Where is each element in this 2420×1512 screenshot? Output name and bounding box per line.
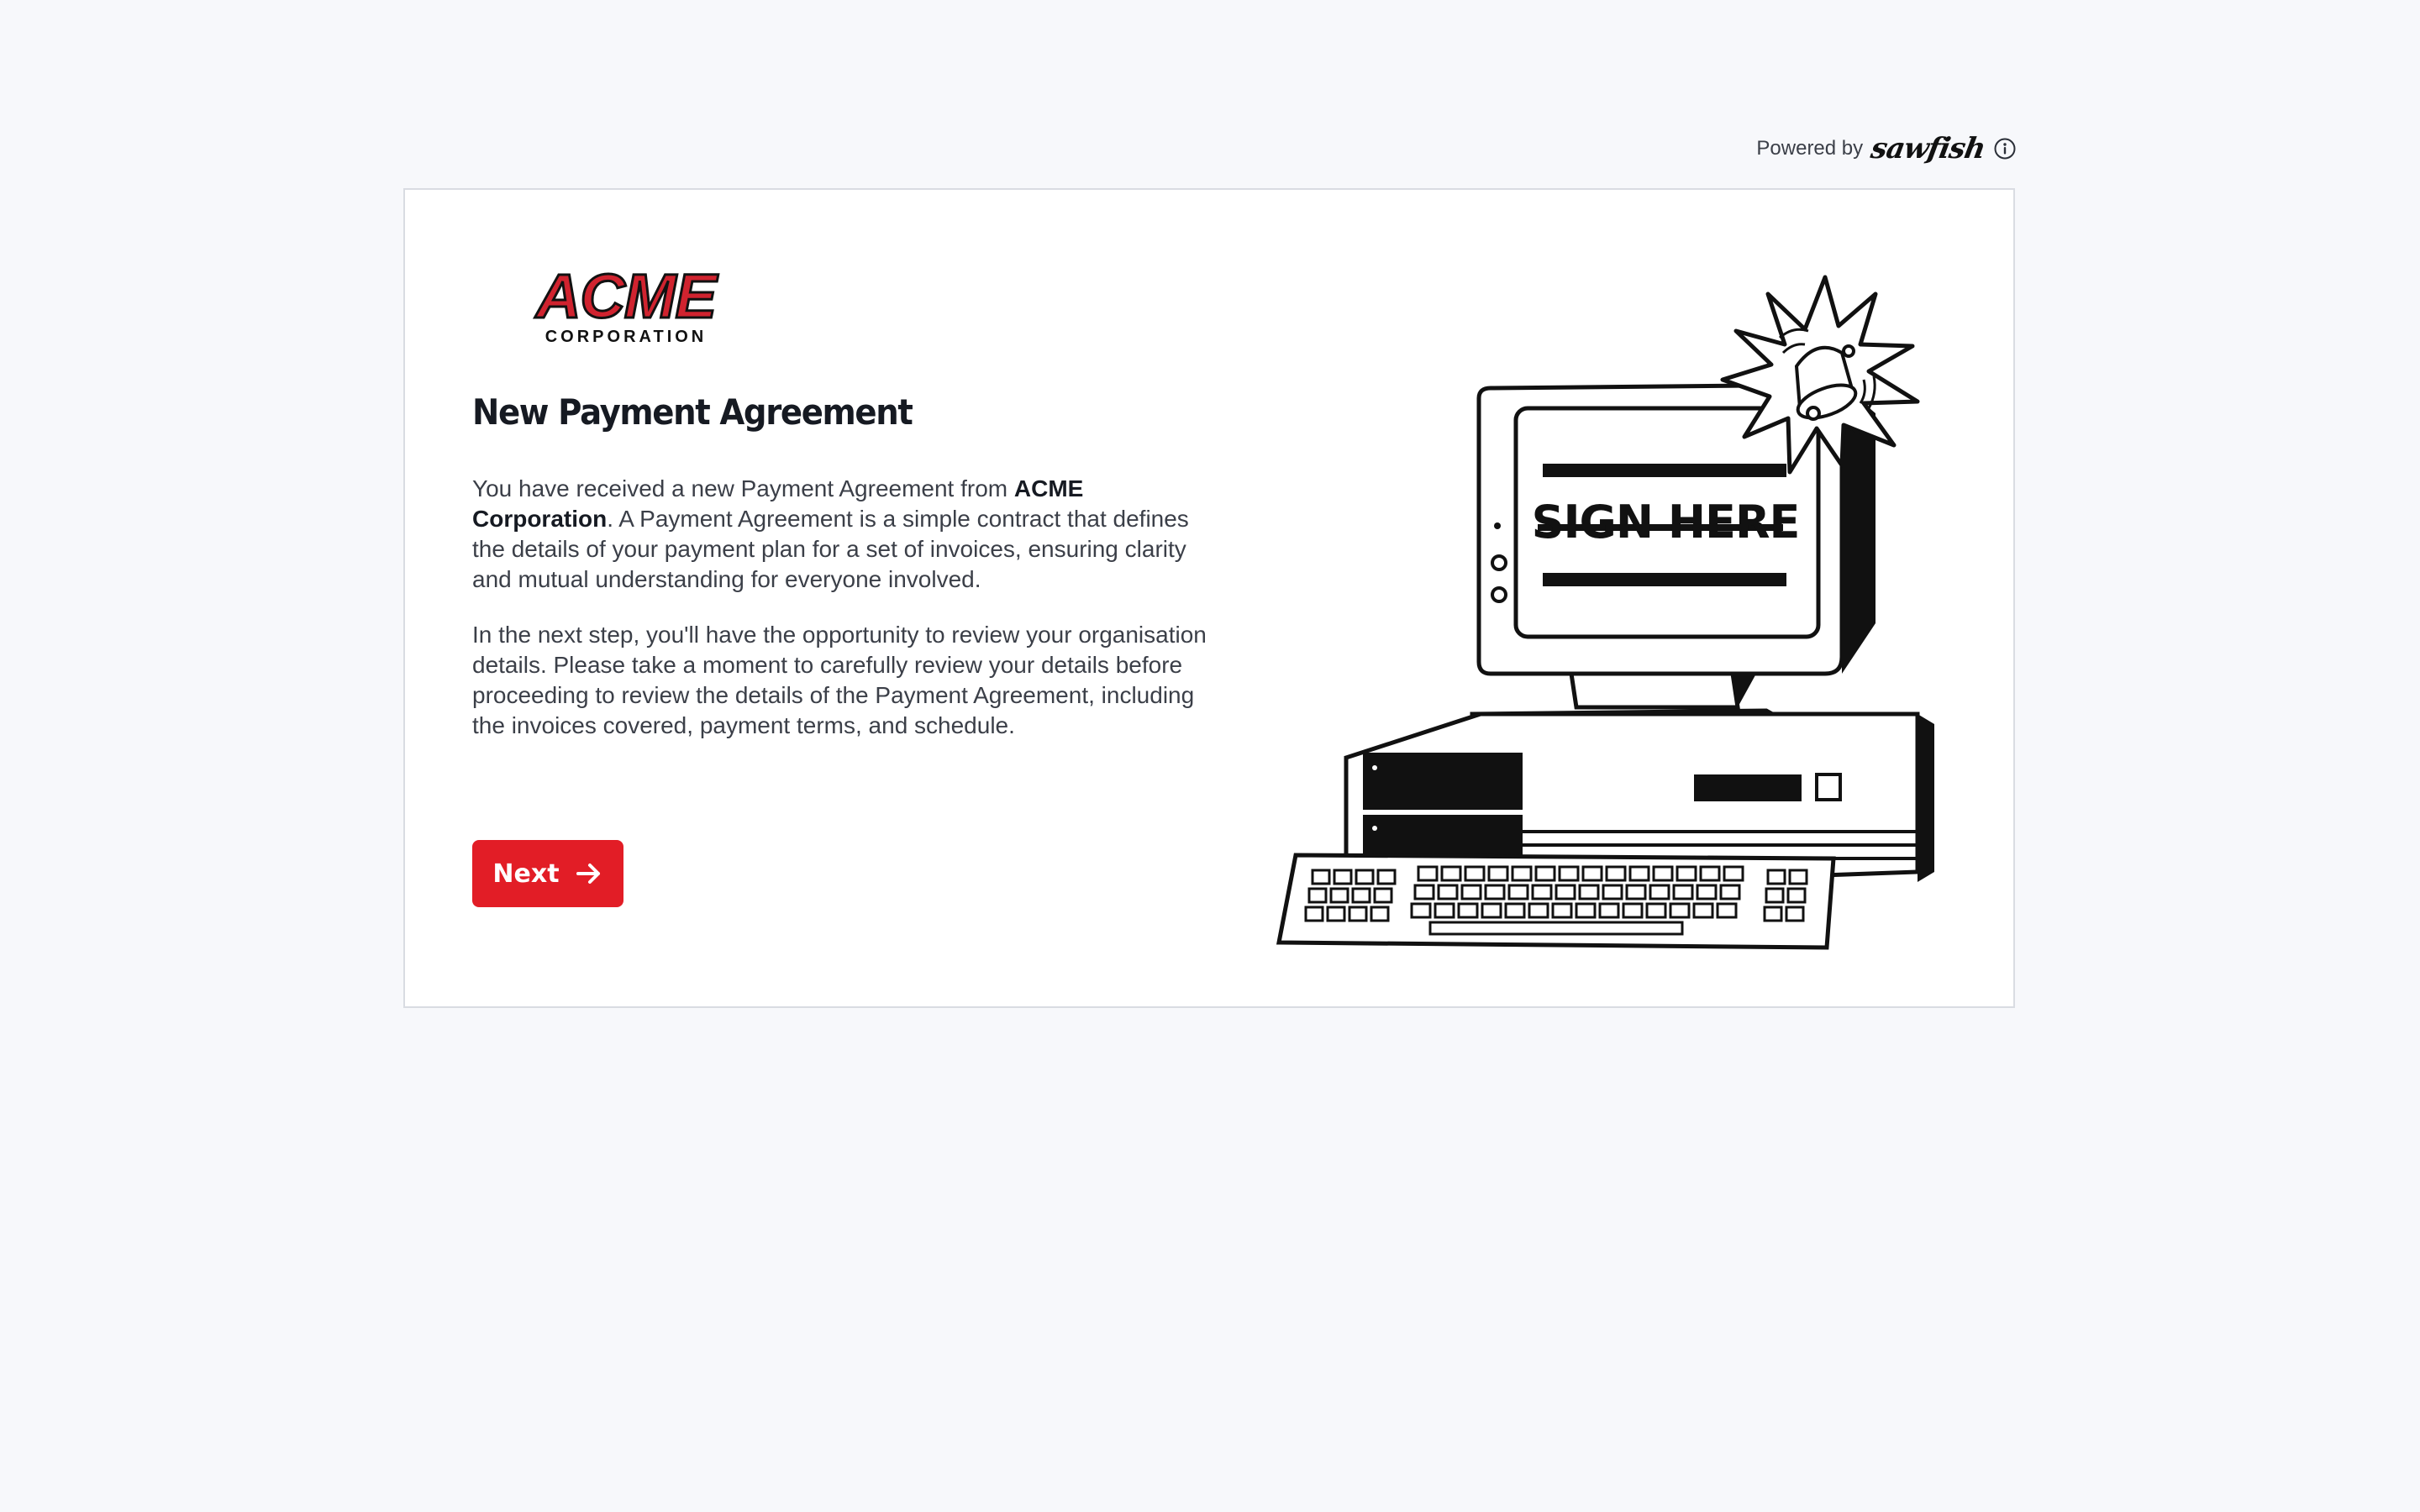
next-button-label: Next: [492, 858, 560, 889]
info-icon[interactable]: [1993, 137, 2017, 160]
acme-logo: [529, 261, 723, 346]
page-title: New Payment Agreement: [472, 391, 913, 433]
powered-by: [1748, 133, 2017, 165]
next-button[interactable]: [472, 840, 623, 907]
computer-illustration: [1262, 254, 1968, 951]
intro-lead: You have received a new Payment Agreement from: [472, 475, 1014, 501]
agreement-card: [403, 188, 2015, 1008]
logo-subtitle: CORPORATION: [544, 328, 708, 346]
screen-text: SIGN HERE: [1531, 496, 1800, 549]
intro-rest: . A Payment Agreement is a simple contract that defines the details of your payment plan for a set of invoices, ensuring clarity and mutual understanding for everyone involved.: [472, 506, 1189, 592]
powered-by-label: Powered by: [1756, 137, 1864, 160]
arrow-right-icon: [575, 859, 603, 888]
next-step-paragraph: In the next step, you'll have the opportunity to review your organisation details. Please take a moment to carefully review your details before proceeding to review the details of the Payment Agreement, including the invoices covered, payment terms, and schedule.: [472, 622, 1207, 738]
sawfish-logo[interactable]: sawfish: [1868, 132, 1988, 165]
company-name: ACME Corporation: [472, 475, 1084, 532]
intro-paragraph: [472, 474, 1212, 595]
logo-name: ACME: [536, 261, 716, 331]
